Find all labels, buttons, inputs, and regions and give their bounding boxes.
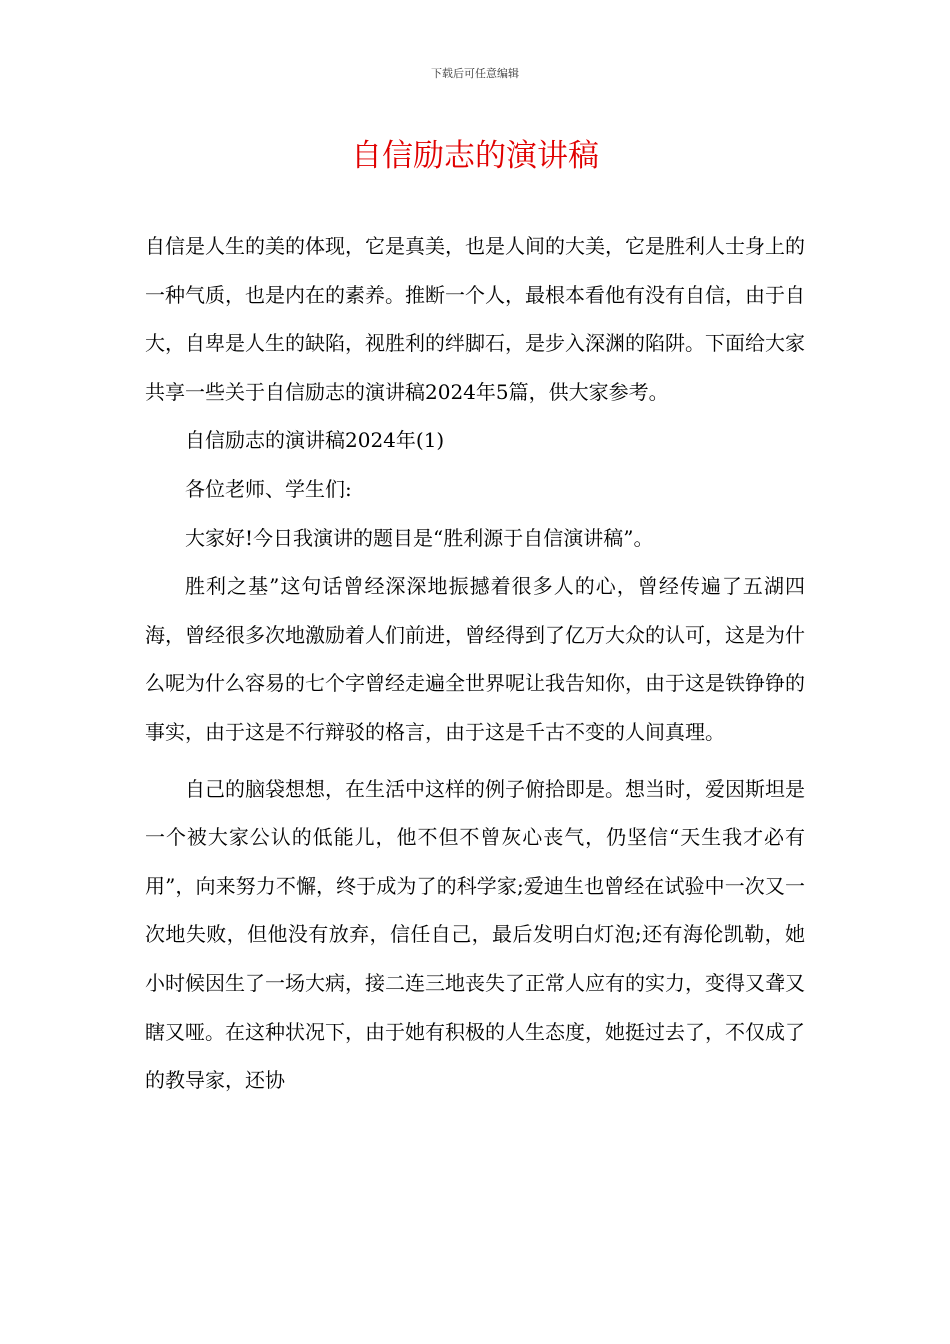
document-body	[145, 222, 805, 1105]
greeting-paragraph: 大家好!今日我演讲的题目是“胜利源于自信演讲稿”。	[185, 525, 654, 550]
body-paragraph: 胜利之基”这句话曾经深深地振撼着很多人的心，曾经传遍了五湖四海，曾经很多次地激励着人们前进，曾经得到了亿万大众的认可，这是为什么呢为什么容易的七个字曾经走遍全世界呢让我告知你，由于这是铁铮铮的事实，由于这是不行辩驳的格言，由于这是千古不变的人间真理。	[145, 574, 805, 744]
intro-paragraph: 自信是人生的美的体现，它是真美，也是人间的大美，它是胜利人士身上的一种气质，也是内在的素养。推断一个人，最根本看他有没有自信，由于自大，自卑是人生的缺陷，视胜利的绊脚石，是步入深渊的陷阱。下面给大家共享一些关于自信励志的演讲稿2024年5篇，供大家参考。	[145, 234, 805, 404]
salutation: 各位老师、学生们:	[185, 476, 352, 501]
body-paragraph: 自己的脑袋想想，在生活中这样的例子俯拾即是。想当时，爱因斯坦是一个被大家公认的低能儿，他不但不曾灰心丧气，仍坚信“天生我才必有用”，向来努力不懈，终于成为了的科学家;爱迪生也曾经在试验中一次又一次地失败，但他没有放弃，信任自己，最后发明白灯泡;还有海伦凯勒，她小时候因生了一场大病，接二连三地丧失了正常人应有的实力，变得又聋又瞎又哑。在这种状况下，由于她有积极的人生态度，她挺过去了，不仅成了的教导家，还协	[145, 776, 805, 1093]
header-note: 下载后可任意编辑	[431, 67, 519, 80]
speech-heading: 自信励志的演讲稿2024年(1)	[185, 428, 445, 453]
document-title: 自信励志的演讲稿	[351, 138, 599, 174]
